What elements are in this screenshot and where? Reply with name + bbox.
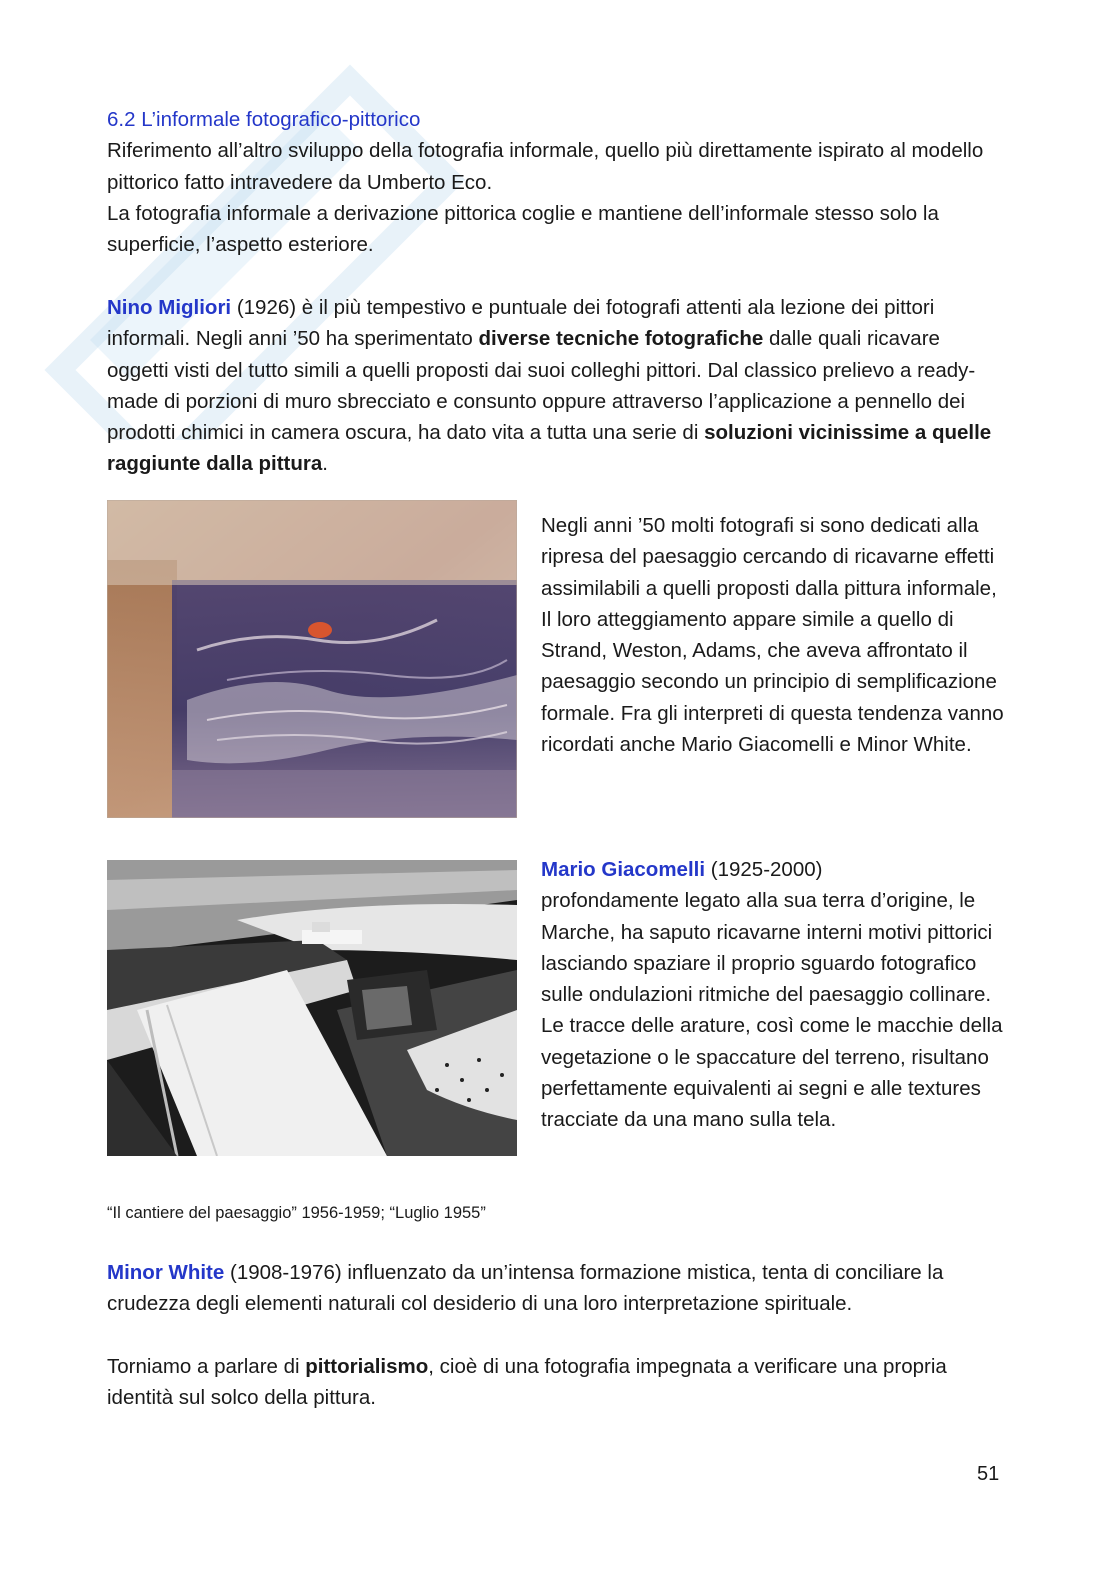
section-heading: 6.2 L’informale fotografico-pittorico xyxy=(107,108,421,131)
landscape-column xyxy=(541,510,1011,760)
migliori-text-c: . xyxy=(322,452,328,476)
intro-paragraph-1: Riferimento all’altro sviluppo della fotografia informale, quello più direttamente ispirato al modello pittorico fatto intravedere da Umberto Eco. xyxy=(107,139,984,194)
giacomelli-paragraph-1: profondamente legato alla sua terra d’origine, le Marche, ha saputo ricavarne interni motivi pittorici lasciando spaziare il proprio sguardo fotografico sulle ondulazioni ritmiche del paesaggio collinare. xyxy=(541,889,993,1007)
giacomelli-dates: (1925-2000) xyxy=(705,858,823,881)
photo-giacomelli-landscape xyxy=(107,860,517,1156)
landscape-paragraph: Negli anni ’50 molti fotografi si sono dedicati alla ripresa del paesaggio cercando di ricavarne effetti assimilabili a quelli proposti dalla pittura informale, Il loro atteggiamento appare simile a quello di Strand, Weston, Adams, che aveva affrontato il paesaggio secondo un principio di semplificazione formale. Fra gli interpreti di questa tendenza vanno ricordati anche Mario Giacomelli e Minor White. xyxy=(541,514,1004,757)
pittorialismo-text-a: Torniamo a parlare di xyxy=(107,1355,306,1378)
white-text: (1908-1976) influenzato da un’intensa formazione mistica, tenta di conciliare la crudezza degli elementi naturali col desiderio di una loro interpretazione spirituale. xyxy=(107,1261,944,1316)
pittorialismo-text-b: , cioè di una fotografia impegnata a verificare una propria identità sul solco della pittura. xyxy=(107,1355,947,1410)
migliori-name: Nino Migliori xyxy=(107,296,232,319)
photo-caption: “Il cantiere del paesaggio” 1956-1959; “Luglio 1955” xyxy=(107,1204,486,1222)
giacomelli-paragraph-2: Le tracce delle arature, così come le macchie della vegetazione o le spaccature del terreno, risultano perfettamente equivalenti ai segni e alle textures tracciate da una mano sulla tela. xyxy=(541,1014,1003,1132)
giacomelli-column xyxy=(541,854,1011,1136)
migliori-text-b: dalle quali ricavare oggetti visti del tutto simili a quelli proposti dai suoi colleghi pittori. Dal classico prelievo a ready-made di porzioni di muro sbrecciato e consunto oppure attraverso l’applicazione a pennello dei prodotti chimici in camera oscura, ha dato vita a tutta una serie di xyxy=(107,327,976,445)
white-paragraph xyxy=(107,1257,1002,1320)
section-intro xyxy=(107,104,1002,260)
migliori-text-a: (1926) è il più tempestivo e puntuale dei fotografi attenti ala lezione dei pittori informali. Negli anni ’50 ha sperimentato xyxy=(107,296,935,351)
intro-paragraph-2: La fotografia informale a derivazione pittorica coglie e mantiene dell’informale stesso solo la superficie, l’aspetto esteriore. xyxy=(107,201,939,257)
white-name: Minor White xyxy=(107,1261,225,1284)
page-number: 51 xyxy=(977,1463,1000,1485)
migliori-bold-b: soluzioni vicinissime a quelle raggiunte dalla pittura xyxy=(107,421,992,476)
migliori-bold-a: diverse tecniche fotografiche xyxy=(478,327,764,351)
photo-informal-wall xyxy=(107,500,517,818)
pittorialismo-paragraph xyxy=(107,1351,1002,1414)
giacomelli-name: Mario Giacomelli xyxy=(541,858,706,881)
migliori-paragraph xyxy=(107,292,1002,480)
pittorialismo-bold: pittorialismo xyxy=(305,1355,429,1378)
